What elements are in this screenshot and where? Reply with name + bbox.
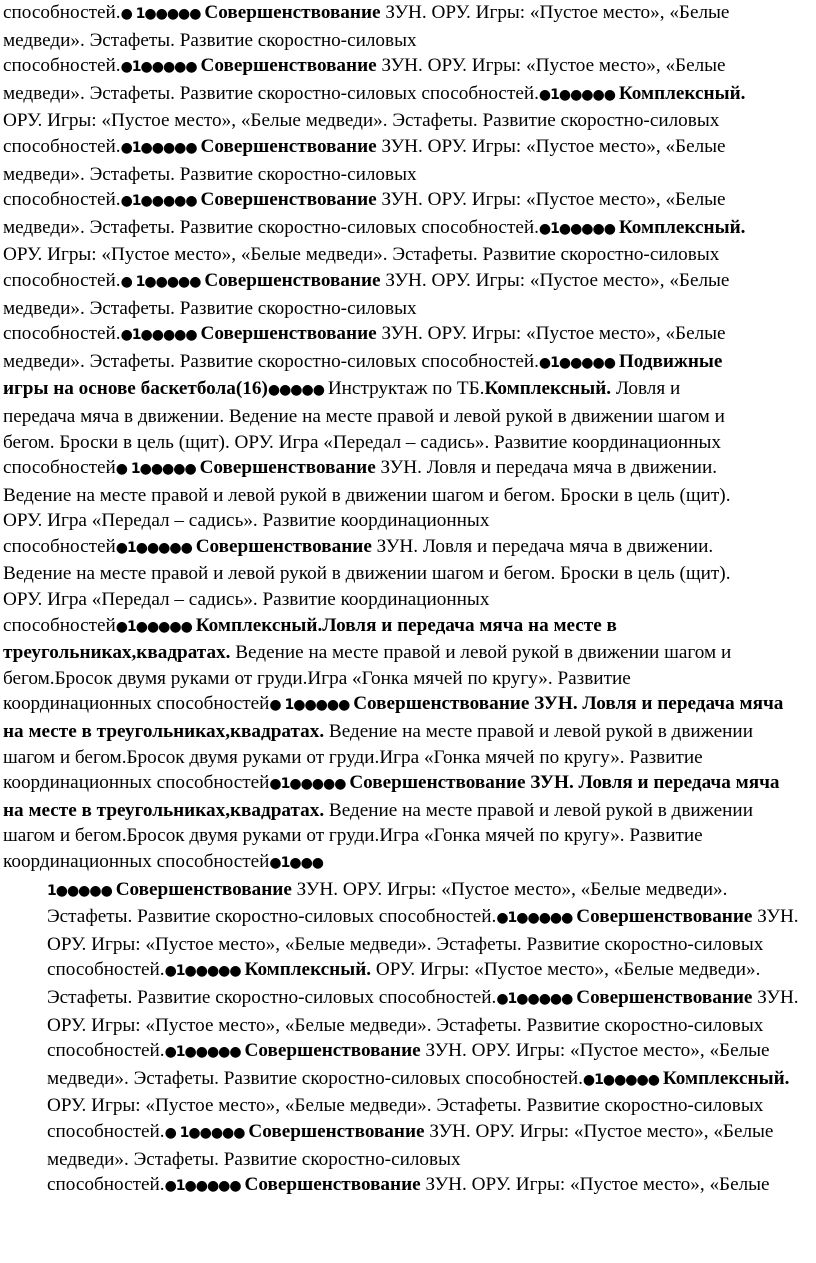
text-run: ЗУН. ОРУ. Игры: «Пустое место», «Белые: [376, 189, 726, 211]
text-line: [3, 640, 808, 666]
bullet-marker: ●1●●●: [269, 855, 324, 871]
text-run: способностей.: [47, 959, 165, 981]
bold-run: Совершенствование ЗУН. Ловля и передача мяча: [353, 693, 784, 715]
text-line: [3, 268, 808, 296]
text-line: [3, 215, 808, 243]
bold-run: Совершенствование: [576, 986, 753, 1008]
text-line: [3, 296, 808, 322]
text-run: способностей: [3, 614, 116, 636]
text-run: ОРУ. Игры: «Пустое место», «Белые медведи». Эстафеты. Развитие скоростно-силовых: [3, 110, 720, 132]
text-line: [3, 985, 808, 1013]
text-run: медведи». Эстафеты. Развитие скоростно-силовых способностей.: [47, 1067, 583, 1089]
text-line: [3, 691, 808, 719]
text-line: [3, 134, 808, 162]
bold-run: Комплексный.Ловля и передача мяча на месте в: [195, 614, 617, 636]
text-line: [3, 877, 808, 905]
text-run: способностей.: [3, 55, 121, 77]
text-line: [3, 349, 808, 377]
text-run: Ловля и: [611, 378, 681, 400]
bold-run: Комплексный.: [244, 959, 372, 981]
bold-run: Совершенствование: [200, 323, 377, 345]
text-line: [3, 455, 808, 483]
text-run: ЗУН. ОРУ. Игры: «Пустое место», «Белые: [420, 1040, 770, 1062]
bullet-marker: ● 1●●●●●: [120, 273, 205, 290]
text-line: [3, 957, 808, 985]
bullet-marker: ●1●●●●●: [115, 618, 196, 635]
bold-run: Совершенствование: [200, 189, 377, 211]
text-line: [3, 242, 808, 268]
text-line: [3, 376, 808, 404]
text-run: способностей.: [47, 1174, 165, 1196]
text-line: [3, 53, 808, 81]
bold-run: Комплексный.: [618, 82, 746, 104]
text-run: медведи». Эстафеты. Развитие скоростно-силовых: [3, 297, 417, 319]
text-run: ЗУН.: [752, 906, 799, 928]
text-line: [3, 483, 808, 509]
text-run: Ведение на месте правой и левой рукой в движении: [324, 721, 753, 743]
text-run: ОРУ. Игры: «Пустое место», «Белые медведи». Эстафеты. Развитие скоростно-силовых: [47, 1014, 764, 1036]
bullet-marker: ●1●●●●●: [164, 1044, 245, 1061]
text-run: медведи». Эстафеты. Развитие скоростно-силовых способностей.: [3, 216, 539, 238]
text-run: медведи». Эстафеты. Развитие скоростно-силовых: [47, 1148, 461, 1170]
bullet-marker: ●1●●●●●: [120, 193, 201, 210]
text-line: [3, 28, 808, 54]
text-line: [3, 321, 808, 349]
text-run: способностей: [3, 535, 116, 557]
text-line: [3, 508, 808, 534]
bullet-marker: ● 1●●●●●: [120, 6, 205, 22]
text-line: [3, 770, 808, 798]
text-run: медведи». Эстафеты. Развитие скоростно-силовых способностей.: [3, 82, 539, 104]
text-run: медведи». Эстафеты. Развитие скоростно-силовых: [3, 29, 417, 51]
text-run: ЗУН. Ловля и передача мяча в движении.: [371, 535, 714, 557]
bullet-marker: ● 1●●●●●: [115, 461, 200, 478]
text-run: ЗУН. ОРУ. Игры: «Пустое место», «Белые медведи».: [291, 878, 728, 900]
bold-run: Совершенствование ЗУН. Ловля и передача мяча: [349, 772, 780, 794]
text-run: способностей.: [3, 2, 121, 23]
text-run: ОРУ. Игры: «Пустое место», «Белые медведи». Эстафеты. Развитие скоростно-силовых: [47, 933, 764, 955]
bullet-marker: ●●●●●: [267, 382, 328, 399]
bullet-marker: ●1●●●●●: [538, 86, 619, 103]
text-line: [3, 1066, 808, 1094]
text-line: [3, 187, 808, 215]
bullet-marker: ●1●●●●●: [120, 327, 201, 344]
text-line: [3, 587, 808, 613]
text-line: [3, 798, 808, 824]
bold-run: Совершенствование: [115, 878, 292, 900]
text-run: Эстафеты. Развитие скоростно-силовых способностей.: [47, 906, 497, 928]
paragraph: [3, 0, 808, 877]
bold-run: Совершенствование: [576, 906, 753, 928]
text-line: [3, 404, 808, 430]
text-run: ОРУ. Игры: «Пустое место», «Белые медведи». Эстафеты. Развитие скоростно-силовых: [47, 1095, 764, 1117]
text-run: Ведение на месте правой и левой рукой в движении шагом и: [230, 642, 732, 664]
text-run: координационных способностей: [3, 772, 270, 794]
bold-run: Совершенствование: [200, 135, 377, 157]
text-run: шагом и бегом.Бросок двумя руками от груди.Игра «Гонка мячей по кругу». Развитие: [3, 825, 703, 847]
bold-run: Комплексный.: [662, 1067, 790, 1089]
text-line: [3, 904, 808, 932]
text-run: координационных способностей: [3, 851, 270, 872]
text-line: [3, 1147, 808, 1173]
text-run: ОРУ. Игры: «Пустое место», «Белые медведи».: [371, 959, 761, 981]
text-run: медведи». Эстафеты. Развитие скоростно-силовых способностей.: [3, 350, 539, 372]
text-line: [3, 108, 808, 134]
text-run: шагом и бегом.Бросок двумя руками от груди.Игра «Гонка мячей по кругу». Развитие: [3, 746, 703, 768]
text-line: [3, 1013, 808, 1039]
bold-run: игры на основе баскетбола(16): [3, 378, 268, 400]
bold-run: Совершенствование: [244, 1040, 421, 1062]
text-line: [3, 823, 808, 849]
text-line: [3, 534, 808, 562]
text-run: способностей.: [3, 135, 121, 157]
text-line: [3, 719, 808, 745]
bold-run: Совершенствование: [204, 269, 381, 291]
bullet-marker: ●1●●●●●: [120, 59, 201, 76]
bullet-marker: ●1●●●●●: [164, 963, 245, 980]
text-run: ЗУН. ОРУ. Игры: «Пустое место», «Белые: [420, 1174, 770, 1196]
text-line: [3, 1038, 808, 1066]
bold-run: Комплексный.: [484, 378, 612, 400]
text-run: Эстафеты. Развитие скоростно-силовых способностей.: [47, 986, 497, 1008]
text-run: ЗУН. ОРУ. Игры: «Пустое место», «Белые: [376, 323, 726, 345]
text-line: [3, 162, 808, 188]
bullet-marker: ●1●●●●●: [582, 1071, 663, 1088]
text-line: [3, 430, 808, 456]
text-run: способностей.: [47, 1120, 165, 1142]
text-run: способностей.: [47, 1040, 165, 1062]
text-line: [3, 1093, 808, 1119]
text-line: [3, 1172, 808, 1200]
text-run: Ведение на месте правой и левой рукой в движении: [324, 799, 753, 821]
text-run: передача мяча в движении. Ведение на месте правой и левой рукой в движении шагом и: [3, 405, 725, 427]
bullet-marker: ●1●●●●●: [120, 139, 201, 156]
bullet-marker: ●1●●●●●: [496, 990, 577, 1007]
text-run: ЗУН. ОРУ. Игры: «Пустое место», «Белые: [376, 135, 726, 157]
text-run: ЗУН.: [752, 986, 799, 1008]
bullet-marker: ●1●●●●●: [164, 1178, 245, 1195]
text-run: способностей.: [3, 269, 121, 291]
text-line: [3, 1119, 808, 1147]
bold-run: треугольниках,квадратах.: [3, 642, 231, 664]
text-run: ЗУН. ОРУ. Игры: «Пустое место», «Белые: [380, 269, 730, 291]
bold-run: Совершенствование: [200, 55, 377, 77]
text-run: способностей: [3, 457, 116, 479]
text-run: ОРУ. Игры: «Пустое место», «Белые медведи». Эстафеты. Развитие скоростно-силовых: [3, 244, 720, 266]
bold-run: Совершенствование: [204, 2, 381, 23]
text-line: [3, 81, 808, 109]
text-run: способностей.: [3, 323, 121, 345]
text-run: ЗУН. Ловля и передача мяча в движении.: [375, 457, 718, 479]
text-line: [3, 561, 808, 587]
bold-run: Комплексный.: [618, 216, 746, 238]
bold-run: Совершенствование: [199, 457, 376, 479]
bold-run: Совершенствование: [195, 535, 372, 557]
text-line: [3, 613, 808, 641]
text-run: ЗУН. ОРУ. Игры: «Пустое место», «Белые: [376, 55, 726, 77]
text-run: Инструктаж по ТБ.: [327, 378, 485, 400]
bullet-marker: ●1●●●●●: [115, 539, 196, 556]
text-run: ЗУН. ОРУ. Игры: «Пустое место», «Белые: [380, 2, 730, 23]
text-run: медведи». Эстафеты. Развитие скоростно-силовых: [3, 163, 417, 185]
text-line: [3, 666, 808, 692]
text-line: [3, 849, 808, 877]
text-run: Ведение на месте правой и левой рукой в движении шагом и бегом. Броски в цель (щит).: [3, 484, 731, 506]
text-line: [3, 0, 808, 28]
bullet-marker: ●1●●●●●: [269, 776, 350, 793]
bold-run: Совершенствование: [244, 1174, 421, 1196]
text-run: бегом. Броски в цель (щит). ОРУ. Игра «Передал – садись». Развитие координационных: [3, 431, 721, 453]
bold-run: Подвижные: [618, 350, 723, 372]
bullet-marker: ●1●●●●●: [496, 910, 577, 927]
bullet-marker: ●1●●●●●: [538, 354, 619, 371]
text-run: ЗУН. ОРУ. Игры: «Пустое место», «Белые: [424, 1120, 774, 1142]
bullet-marker: ●1●●●●●: [538, 220, 619, 237]
text-run: Ведение на месте правой и левой рукой в движении шагом и бегом. Броски в цель (щит).: [3, 563, 731, 585]
text-run: бегом.Бросок двумя руками от груди.Игра «Гонка мячей по кругу». Развитие: [3, 667, 631, 689]
text-line: [3, 745, 808, 771]
text-run: ОРУ. Игра «Передал – садись». Развитие координационных: [3, 510, 490, 532]
text-line: [3, 932, 808, 958]
bold-run: Совершенствование: [248, 1120, 425, 1142]
bold-run: на месте в треугольниках,квадратах.: [3, 799, 325, 821]
paragraph: [3, 877, 808, 1200]
text-run: координационных способностей: [3, 693, 270, 715]
text-run: ОРУ. Игра «Передал – садись». Развитие координационных: [3, 589, 490, 611]
bullet-marker: ● 1●●●●●: [269, 697, 354, 714]
bullet-marker: 1●●●●●: [47, 882, 116, 899]
bold-run: на месте в треугольниках,квадратах.: [3, 721, 325, 743]
bullet-marker: ● 1●●●●●: [164, 1124, 249, 1141]
text-run: способностей.: [3, 189, 121, 211]
